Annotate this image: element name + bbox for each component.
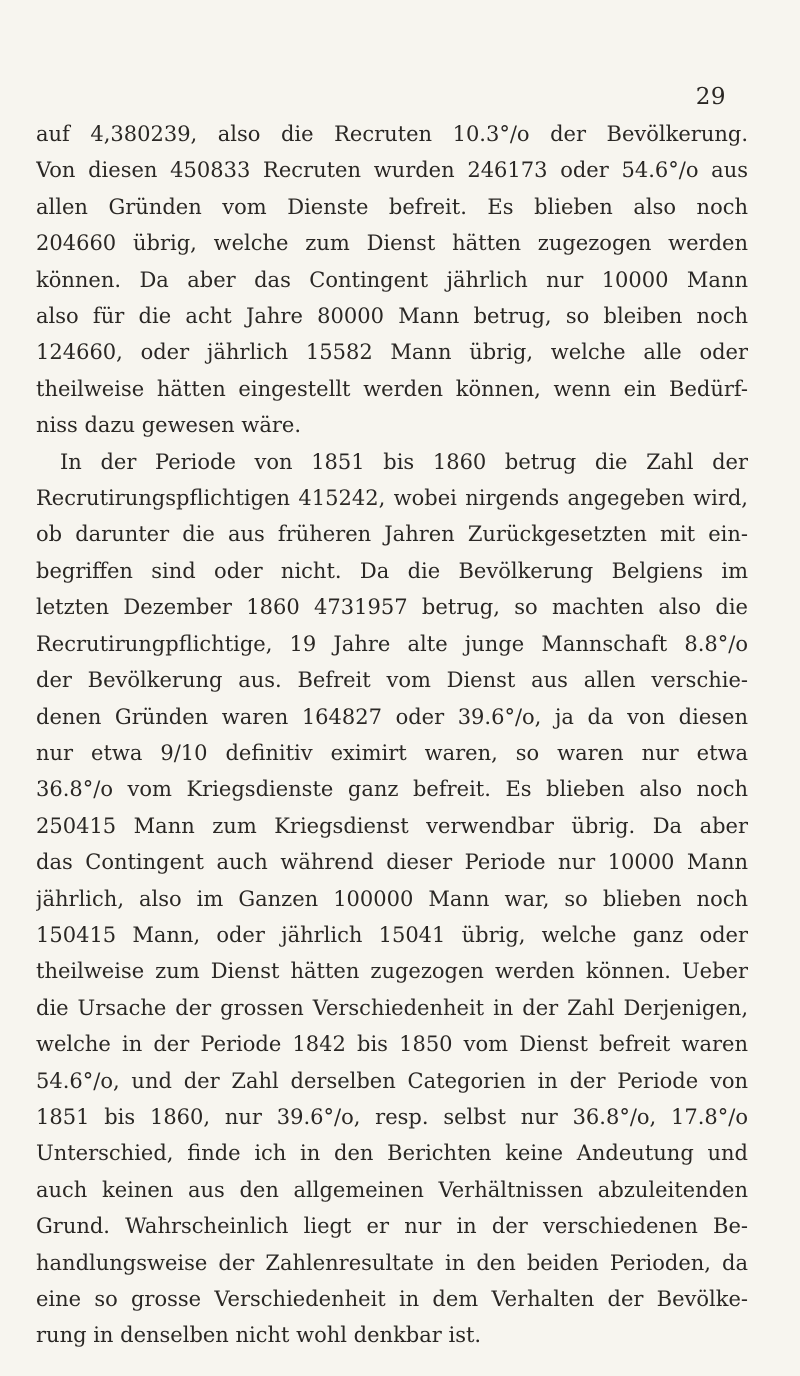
text-line: niss dazu gewesen wäre. [36, 413, 302, 438]
text-line: handlungsweise der Zahlenresultate in den beiden Perioden, da [36, 1250, 748, 1275]
text-line: können. Da aber das Contingent jährlich nur 10000 Mann [36, 267, 748, 292]
text-line: das Contingent auch während dieser Periode nur 10000 Mann [36, 850, 748, 875]
text-line: Von diesen 450833 Recruten wurden 246173 oder 54.6°/o aus [36, 158, 748, 183]
text-line: 54.6°/o, und der Zahl derselben Categorien in der Periode von [36, 1068, 748, 1093]
page-number: 29 [695, 84, 726, 110]
text-line: 150415 Mann, oder jährlich 15041 übrig, welche ganz oder [36, 922, 748, 947]
text-line: begriffen sind oder nicht. Da die Bevölkerung Belgiens im [36, 558, 748, 583]
text-line: Recrutirungspflichtigen 415242, wobei nirgends angegeben wird, [36, 486, 748, 511]
text-line: auf 4,380239, also die Recruten 10.3°/o der Bevölkerung. [36, 122, 748, 146]
text-line: 204660 übrig, welche zum Dienst hätten zugezogen werden [36, 231, 748, 256]
text-line: allen Gründen vom Dienste befreit. Es blieben also noch [36, 194, 748, 219]
text-line: nur etwa 9/10 definitiv eximirt waren, so waren nur etwa [36, 740, 748, 765]
text-line: letzten Dezember 1860 4731957 betrug, so machten also die [36, 595, 748, 620]
text-line: jährlich, also im Ganzen 100000 Mann war, so blieben noch [36, 886, 748, 911]
text-line: In der Periode von 1851 bis 1860 betrug die Zahl der [60, 449, 748, 474]
text-line: also für die acht Jahre 80000 Mann betrug, so bleiben noch [36, 304, 748, 329]
text-line: rung in denselben nicht wohl denkbar ist. [36, 1323, 482, 1348]
text-line: der Bevölkerung aus. Befreit vom Dienst aus allen verschie- [36, 668, 748, 693]
text-line: ob darunter die aus früheren Jahren Zurückgesetzten mit ein- [36, 522, 748, 547]
text-line: 124660, oder jährlich 15582 Mann übrig, welche alle oder [36, 340, 748, 365]
text-line: denen Gründen waren 164827 oder 39.6°/o, ja da von diesen [36, 704, 748, 729]
text-line: 250415 Mann zum Kriegsdienst verwendbar übrig. Da aber [36, 813, 748, 838]
text-line: eine so grosse Verschiedenheit in dem Verhalten der Bevölke- [36, 1287, 748, 1311]
text-line: theilweise zum Dienst hätten zugezogen werden können. Ueber [36, 959, 748, 984]
body-text [36, 116, 748, 1354]
text-line: die Ursache der grossen Verschiedenheit in der Zahl Derjenigen, [36, 995, 748, 1020]
text-line: auch keinen aus den allgemeinen Verhältnissen abzuleitenden [36, 1177, 748, 1202]
text-line: theilweise hätten eingestellt werden können, wenn ein Bedürf- [36, 376, 748, 401]
text-line: Recrutirungpflichtige, 19 Jahre alte junge Mannschaft 8.8°/o [36, 631, 748, 656]
text-line: welche in der Periode 1842 bis 1850 vom Dienst befreit waren [36, 1032, 748, 1057]
text-line: Unterschied, finde ich in den Berichten keine Andeutung und [36, 1141, 748, 1166]
text-line: Grund. Wahrscheinlich liegt er nur in der verschiedenen Be- [36, 1214, 748, 1239]
text-line: 36.8°/o vom Kriegsdienste ganz befreit. Es blieben also noch [36, 777, 748, 802]
text-line: 1851 bis 1860, nur 39.6°/o, resp. selbst nur 36.8°/o, 17.8°/o [36, 1104, 748, 1129]
